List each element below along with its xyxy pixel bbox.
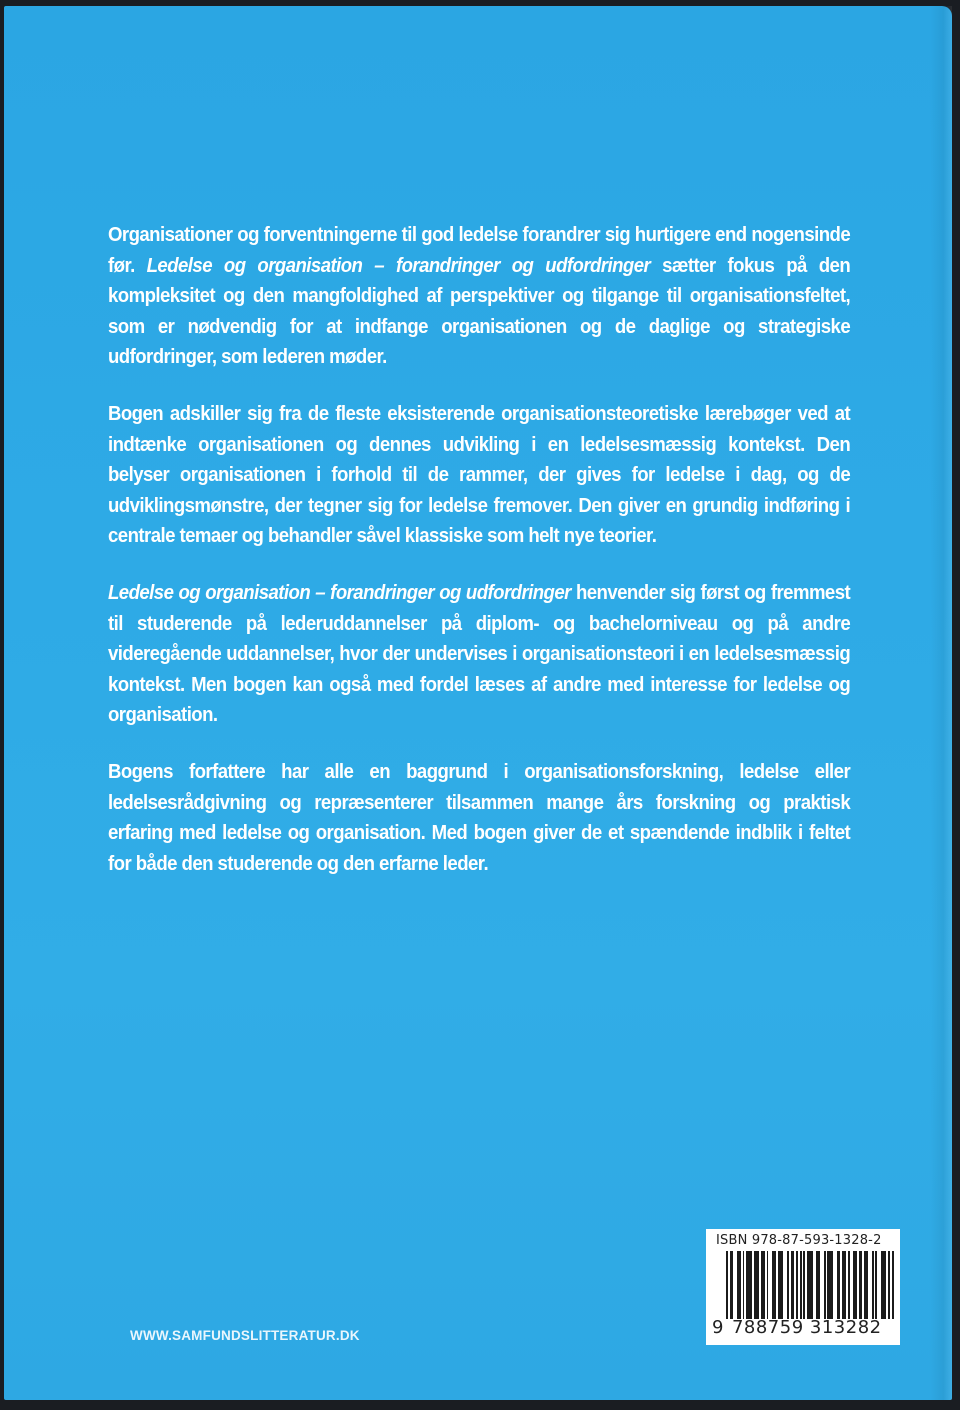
isbn-barcode-block	[706, 1229, 900, 1345]
paragraph-text: henvender sig først og fremmest til studerende på lederuddannelser på diplom- og bachelorniveau og på andre videregående uddannelser, hvor der undervises i organisationsteori i en ledelsesmæssig kontekst. Men bogen kan også med fordel læses af andre med interesse for ledelse og organisation.	[108, 581, 851, 727]
blurb-paragraph-1	[108, 220, 850, 373]
book-title-italic: Ledelse og organisation – forandringer og udfordringer	[108, 581, 571, 604]
publisher-url: WWW.SAMFUNDSLITTERATUR.DK	[130, 1328, 360, 1343]
isbn-label: ISBN 978-87-593-1328-2	[716, 1233, 882, 1248]
blurb-paragraph-2	[108, 399, 850, 552]
ean-right-digits: 313282	[809, 1317, 882, 1338]
book-title-italic: Ledelse og organisation – forandringer og udfordringer	[146, 254, 651, 277]
paragraph-text: sætter fokus på den kompleksitet og den mangfoldighed af perspektiver og tilgange til organisationsfeltet, som er nødvendig for at indfange organisationen og de daglige og strategiske udfordringer, som lederen møder.	[108, 254, 851, 369]
paragraph-text: Bogens forfattere har alle en baggrund i organisationsforskning, ledelse eller ledelsesrådgivning og repræsenterer tilsammen mange års forskning og praktisk erfaring med ledelse og organisation. Med bogen giver de et spændende indblik i feltet for både den studerende og den erfarne leder.	[108, 760, 851, 875]
blurb-paragraph-3	[108, 578, 850, 731]
ean-left-digits: 788759	[731, 1317, 804, 1338]
barcode-icon	[726, 1251, 894, 1319]
blurb-text	[108, 220, 850, 905]
book-back-cover	[4, 6, 952, 1400]
paragraph-text: Organisationer og forventningerne til god ledelse forandrer sig hurtigere end nogensinde før.	[108, 224, 851, 277]
ean-number	[712, 1317, 898, 1338]
spine-shadow	[930, 6, 952, 1400]
ean-lead-digit: 9	[712, 1317, 724, 1338]
blurb-paragraph-4	[108, 757, 850, 879]
paragraph-text: Bogen adskiller sig fra de fleste eksisterende organisationsteoretiske lærebøger ved at indtænke organisationen og dennes udvikling i en ledelsesmæssig kontekst. Den belyser organisationen i forhold til de rammer, der gives for ledelse i dag, og de udviklingsmønstre, der tegner sig for ledelse fremover. Den giver en grundig indføring i centrale temaer og behandler såvel klassiske som helt nye teorier.	[108, 402, 851, 548]
